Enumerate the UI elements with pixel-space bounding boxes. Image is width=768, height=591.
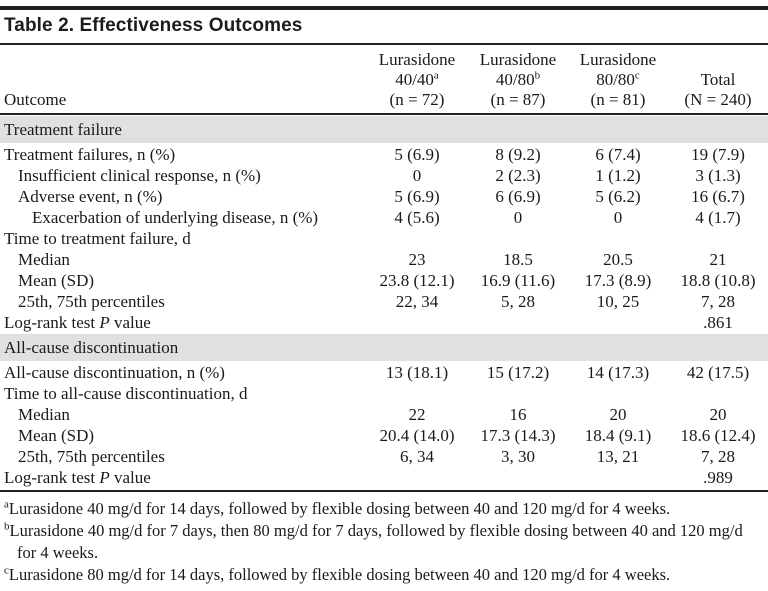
italic-word: P [99, 468, 110, 487]
column-sample-size: (n = 81) [590, 90, 646, 109]
column-header-total [668, 70, 768, 110]
value-cell: 1 (1.2) [595, 166, 641, 185]
row-label: 25th, 75th percentiles [18, 292, 165, 311]
value-cell: 4 (1.7) [695, 208, 741, 227]
row-label: All-cause discontinuation, n (%) [4, 363, 225, 382]
row-label: Time to treatment failure, d [4, 229, 191, 248]
total-text: Total [700, 70, 736, 89]
value-cell: 18.8 (10.8) [680, 271, 756, 290]
value-cell [366, 228, 468, 249]
row-label: 25th, 75th percentiles [18, 447, 165, 466]
value-cell: 13, 21 [596, 447, 640, 466]
column-sample-size: (N = 240) [684, 90, 752, 109]
value-cell: 0 [613, 208, 623, 227]
column-dose [568, 70, 668, 90]
value-cell [668, 228, 768, 249]
footnote-marker-b: b [534, 69, 541, 82]
value-cell [366, 312, 468, 333]
footnote-marker-c: c [634, 69, 640, 82]
value-cell [468, 228, 568, 249]
value-cell: 6 (7.4) [595, 145, 641, 164]
table-row [0, 186, 768, 207]
value-cell: 17.3 (8.9) [584, 271, 652, 290]
value-cell: 20.5 [603, 250, 633, 269]
table-header [0, 45, 768, 113]
section-header: Treatment failure [0, 116, 768, 143]
value-cell: 5 (6.9) [394, 187, 440, 206]
row-label: Treatment failures, n (%) [4, 145, 176, 164]
row-label: Median [18, 405, 70, 424]
value-cell: 6 (6.9) [495, 187, 541, 206]
table-row [0, 404, 768, 425]
value-cell [568, 383, 668, 404]
table-row [0, 362, 768, 383]
value-cell: 20 [709, 405, 727, 424]
value-cell [366, 383, 468, 404]
value-cell: 5 (6.2) [595, 187, 641, 206]
row-label: Exacerbation of underlying disease, n (%) [32, 208, 319, 227]
footnote: $^b$Lurasidone 40 mg/d for 7 days, then 80 mg/d for 7 days, followed by flexible dosing between 40 and 120 mg/d for 4 weeks. [4, 520, 743, 562]
table-row [0, 446, 768, 467]
table-row [0, 165, 768, 186]
row-label: Log-rank test P value [4, 468, 151, 487]
row-label: Mean (SD) [18, 426, 95, 445]
table-row [0, 228, 768, 249]
table-row [0, 270, 768, 291]
table-footnotes [0, 492, 768, 590]
value-cell [668, 383, 768, 404]
value-cell [468, 383, 568, 404]
column-sample-size: (n = 87) [490, 90, 546, 109]
table-row [0, 291, 768, 312]
row-label: Mean (SD) [18, 271, 95, 290]
row-label: Log-rank test P value [4, 313, 151, 332]
header-divider-rule [0, 113, 768, 115]
column-header-lurasidone-80-80 [568, 50, 668, 110]
footnote: $^a$Lurasidone 40 mg/d for 14 days, followed by flexible dosing between 40 and 120 mg/d for 4 weeks. [4, 498, 671, 518]
footnote: $^c$Lurasidone 80 mg/d for 14 days, followed by flexible dosing between 40 and 120 mg/d for 4 weeks. [4, 564, 671, 584]
column-drug-name: Lurasidone [579, 50, 657, 69]
value-cell: 3, 30 [501, 447, 535, 466]
value-cell: 2 (2.3) [495, 166, 541, 185]
table-row [0, 249, 768, 270]
footnote-marker-a: a [433, 69, 439, 82]
value-cell [366, 467, 468, 488]
italic-word: P [99, 313, 110, 332]
table-row [0, 207, 768, 228]
row-label: Time to all-cause discontinuation, d [4, 384, 248, 403]
value-cell [468, 312, 568, 333]
value-cell: 6, 34 [400, 447, 434, 466]
value-cell [568, 467, 668, 488]
value-cell: 23.8 (12.1) [379, 271, 455, 290]
column-dose [468, 70, 568, 90]
row-label: Insufficient clinical response, n (%) [18, 166, 261, 185]
value-cell: 18.5 [503, 250, 533, 269]
value-cell: 0 [513, 208, 523, 227]
footnote-marker: c [4, 564, 9, 577]
value-cell: 21 [709, 250, 727, 269]
column-header-outcome: Outcome [4, 90, 67, 109]
column-drug-name: Lurasidone [479, 50, 557, 69]
value-cell: 23 [408, 250, 426, 269]
column-total-label [668, 70, 768, 90]
row-label: Median [18, 250, 70, 269]
value-cell: .861 [703, 313, 733, 332]
table-row [0, 383, 768, 404]
column-sample-size: (n = 72) [389, 90, 445, 109]
value-cell: .989 [703, 468, 733, 487]
value-cell: 5 (6.9) [394, 145, 440, 164]
section-header: All-cause discontinuation [0, 334, 768, 361]
table-title: Table 2. Effectiveness Outcomes [4, 15, 303, 36]
value-cell: 22 [408, 405, 426, 424]
value-cell: 10, 25 [596, 292, 640, 311]
dose-text: 40/80 [495, 70, 535, 89]
value-cell: 15 (17.2) [486, 363, 550, 382]
value-cell: 18.6 (12.4) [680, 426, 756, 445]
value-cell: 7, 28 [701, 292, 735, 311]
value-cell: 5, 28 [501, 292, 535, 311]
column-drug-name: Lurasidone [378, 50, 456, 69]
table-row [0, 425, 768, 446]
table-row [0, 144, 768, 165]
value-cell [568, 228, 668, 249]
value-cell: 0 [412, 166, 422, 185]
column-header-lurasidone-40-80 [468, 50, 568, 110]
value-cell: 4 (5.6) [394, 208, 440, 227]
value-cell: 22, 34 [395, 292, 439, 311]
value-cell: 19 (7.9) [691, 145, 745, 164]
column-dose [366, 70, 468, 90]
dose-text: 40/40 [395, 70, 434, 89]
value-cell: 14 (17.3) [586, 363, 650, 382]
footnote-marker: b [4, 520, 10, 533]
table-row [0, 312, 768, 333]
value-cell: 8 (9.2) [495, 145, 541, 164]
row-label: Adverse event, n (%) [18, 187, 163, 206]
value-cell: 13 (18.1) [385, 363, 449, 382]
table-body [0, 116, 768, 488]
value-cell [468, 467, 568, 488]
value-cell: 16 [509, 405, 527, 424]
value-cell: 16.9 (11.6) [480, 271, 556, 290]
value-cell: 7, 28 [701, 447, 735, 466]
footnote-marker: a [4, 498, 9, 511]
value-cell: 17.3 (14.3) [480, 426, 556, 445]
column-header-lurasidone-40-40 [366, 50, 468, 110]
value-cell: 3 (1.3) [695, 166, 741, 185]
value-cell: 16 (6.7) [691, 187, 745, 206]
value-cell: 20 [609, 405, 627, 424]
table-row [0, 467, 768, 488]
value-cell: 18.4 (9.1) [584, 426, 652, 445]
value-cell [568, 312, 668, 333]
value-cell: 42 (17.5) [686, 363, 750, 382]
value-cell: 20.4 (14.0) [379, 426, 455, 445]
dose-text: 80/80 [596, 70, 635, 89]
